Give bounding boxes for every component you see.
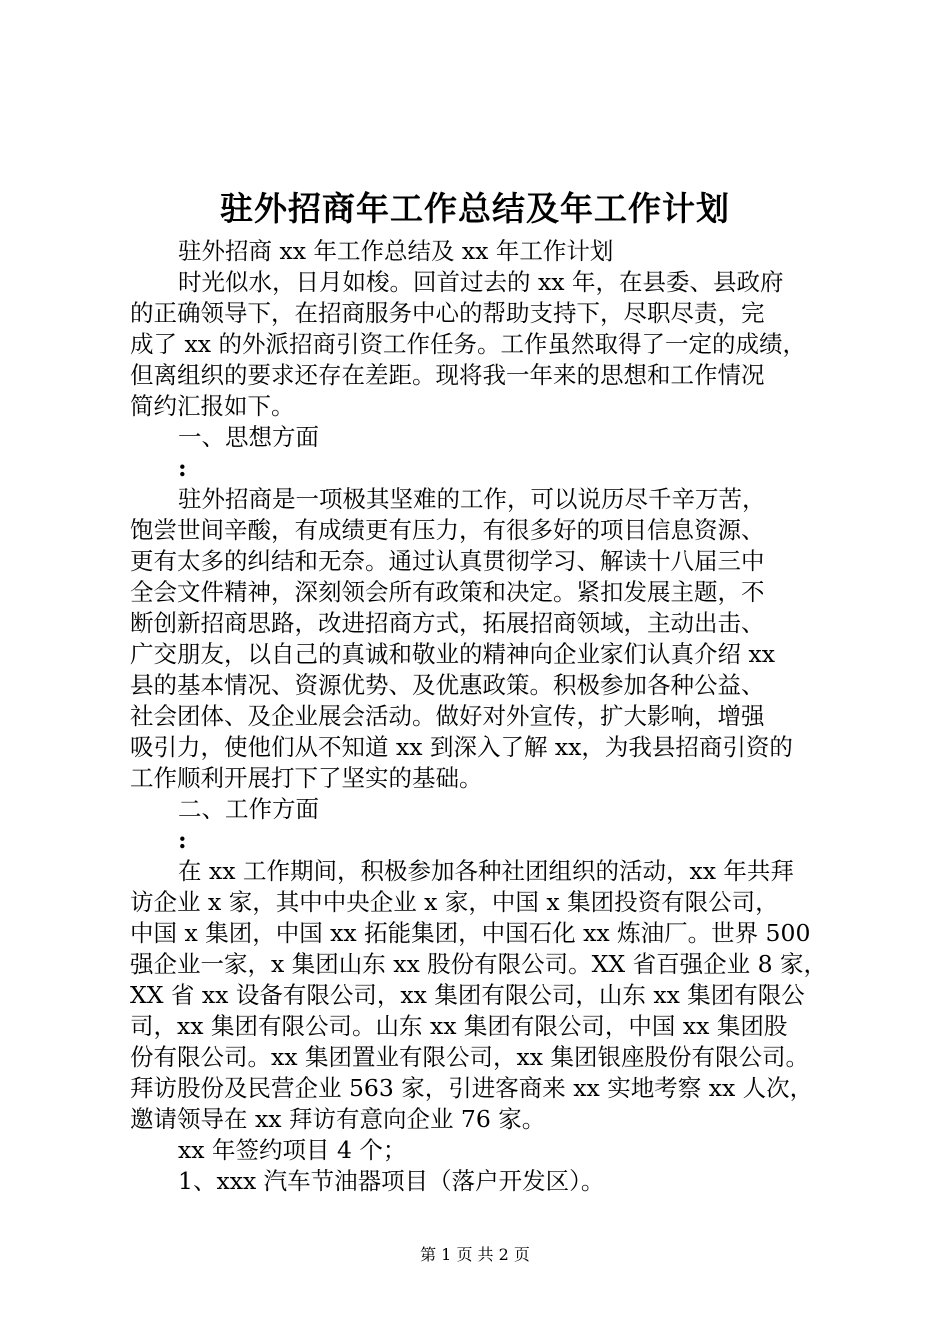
paragraph-line: 在 xx 工作期间，积极参加各种社团组织的活动，xx 年共拜: [178, 857, 794, 885]
paragraph-line: 吸引力，使他们从不知道 xx 到深入了解 xx，为我县招商引资的: [130, 733, 793, 761]
paragraph-line: 广交朋友，以自己的真诚和敬业的精神向企业家们认真介绍 xx: [130, 640, 775, 668]
paragraph-line: 断创新招商思路，改进招商方式，拓展招商领域，主动出击、: [130, 609, 765, 637]
paragraph-line: 全会文件精神，深刻领会所有政策和决定。紧扣发展主题，不: [130, 578, 765, 606]
document-body: [130, 236, 830, 1197]
paragraph-line: 简约汇报如下。: [130, 392, 295, 420]
page-footer: 第 1 页 共 2 页: [420, 1245, 530, 1264]
paragraph-line: 强企业一家，x 集团山东 xx 股份有限公司。XX 省百强企业 8 家，: [130, 950, 827, 978]
document-title: 驻外招商年工作总结及年工作计划: [220, 189, 730, 228]
paragraph-line: 驻外招商是一项极其坚难的工作，可以说历尽千辛万苦，: [178, 485, 766, 513]
paragraph-line: xx 年签约项目 4 个；: [178, 1136, 407, 1164]
subtitle-line: 驻外招商 xx 年工作总结及 xx 年工作计划: [178, 237, 614, 265]
section-heading: 二、工作方面: [178, 795, 319, 823]
section-colon: :: [178, 826, 187, 854]
paragraph-line: 工作顺利开展打下了坚实的基础。: [130, 764, 483, 792]
paragraph-line: 邀请领导在 xx 拜访有意向企业 76 家。: [130, 1105, 546, 1133]
paragraph-line: XX 省 xx 设备有限公司，xx 集团有限公司，山东 xx 集团有限公: [130, 981, 805, 1009]
list-item: 1、xxx 汽车节油器项目（落户开发区）。: [178, 1167, 605, 1195]
paragraph-line: 份有限公司。xx 集团置业有限公司，xx 集团银座股份有限公司。: [130, 1043, 809, 1071]
paragraph-line: 的正确领导下，在招商服务中心的帮助支持下，尽职尽责，完: [130, 299, 765, 327]
paragraph-line: 司，xx 集团有限公司。山东 xx 集团有限公司，中国 xx 集团股: [130, 1012, 788, 1040]
paragraph-line: 社会团体、及企业展会活动。做好对外宣传，扩大影响，增强: [130, 702, 765, 730]
paragraph-line: 饱尝世间辛酸，有成绩更有压力，有很多好的项目信息资源、: [130, 516, 765, 544]
paragraph-line: 县的基本情况、资源优势、及优惠政策。积极参加各种公益、: [130, 671, 765, 699]
paragraph-line: 访企业 x 家，其中中央企业 x 家，中国 x 集团投资有限公司，: [130, 888, 779, 916]
paragraph-line: 成了 xx 的外派招商引资工作任务。工作虽然取得了一定的成绩，: [130, 330, 806, 358]
paragraph-line: 时光似水，日月如梭。回首过去的 xx 年，在县委、县政府: [178, 268, 784, 296]
paragraph-line: 拜访股份及民营企业 563 家，引进客商来 xx 实地考察 xx 人次，: [130, 1074, 814, 1102]
paragraph-line: 但离组织的要求还存在差距。现将我一年来的思想和工作情况: [130, 361, 765, 389]
section-heading: 一、思想方面: [178, 423, 319, 451]
paragraph-line: 中国 x 集团，中国 xx 拓能集团，中国石化 xx 炼油厂。世界 500: [130, 919, 811, 947]
section-colon: :: [178, 454, 187, 482]
paragraph-line: 更有太多的纠结和无奈。通过认真贯彻学习、解读十八届三中: [130, 547, 765, 575]
